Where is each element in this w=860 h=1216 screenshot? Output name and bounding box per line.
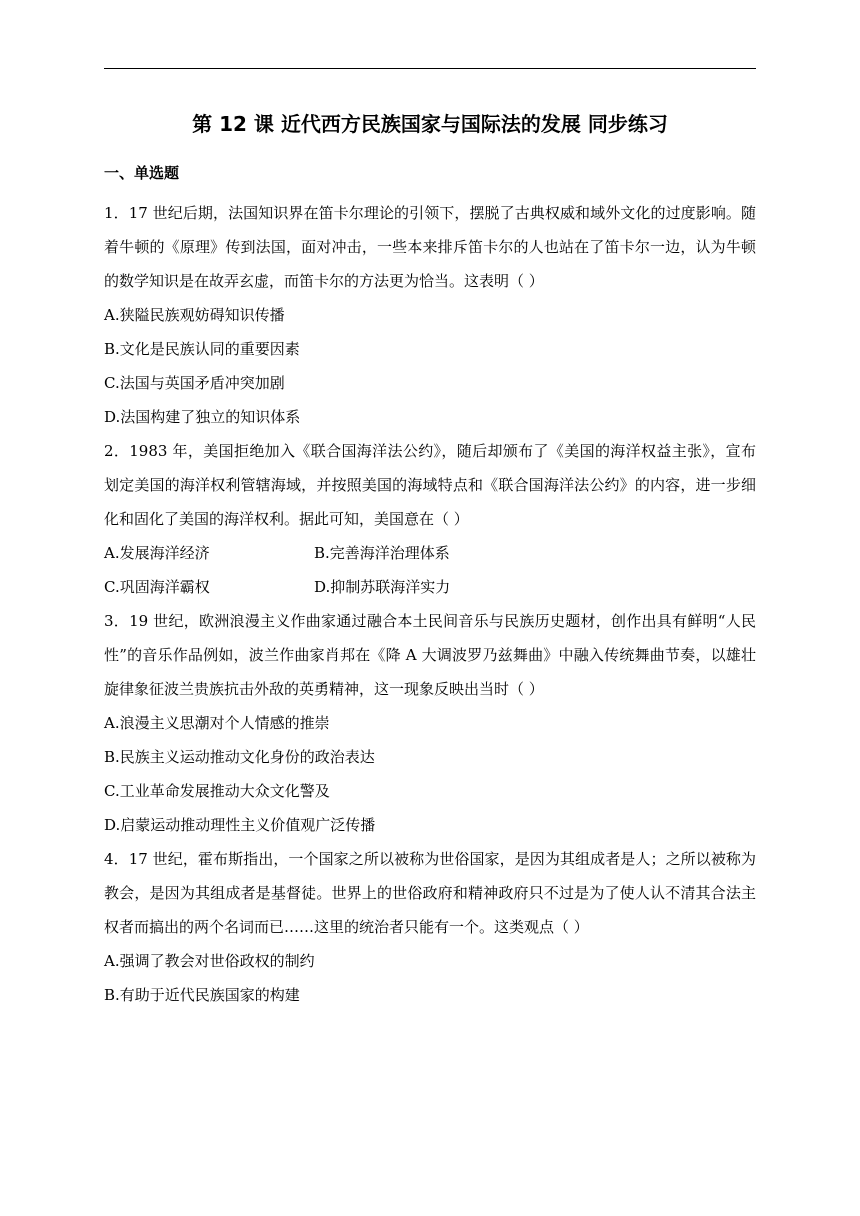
option-c: C.法国与英国矛盾冲突加剧 xyxy=(104,374,285,392)
option-row xyxy=(104,570,756,604)
question-2 xyxy=(104,434,756,604)
question-4 xyxy=(104,842,756,1012)
option-b: B.文化是民族认同的重要因素 xyxy=(104,340,300,358)
option-b: B.民族主义运动推动文化身份的政治表达 xyxy=(104,748,375,766)
question-3 xyxy=(104,604,756,842)
section-heading: 一、单选题 xyxy=(104,164,180,182)
option-a: A.浪漫主义思潮对个人情感的推崇 xyxy=(104,714,330,732)
question-stem: 4．17 世纪，霍布斯指出，一个国家之所以被称为世俗国家，是因为其组成者是人；之所以被称为教会，是因为其组成者是基督徒。世界上的世俗政府和精神政府只不过是为了使人认不清其合法主权者而搞出的两个名词而已……这里的统治者只能有一个。这类观点（ ） xyxy=(104,850,756,936)
document-page xyxy=(104,0,756,1216)
question-list xyxy=(104,196,756,1012)
option-b: B.有助于近代民族国家的构建 xyxy=(104,986,300,1004)
page-title: 第 12 课 近代西方民族国家与国际法的发展 同步练习 xyxy=(192,112,668,136)
option-b: B.完善海洋治理体系 xyxy=(314,544,450,562)
option-a: A.强调了教会对世俗政权的制约 xyxy=(104,952,315,970)
question-stem: 1．17 世纪后期，法国知识界在笛卡尔理论的引领下，摆脱了古典权威和域外文化的过度影响。随着牛顿的《原理》传到法国，面对冲击，一些本来排斥笛卡尔的人也站在了笛卡尔一边，认为牛顿的数学知识是在故弄玄虚，而笛卡尔的方法更为恰当。这表明（ ） xyxy=(104,204,756,290)
option-d: D.启蒙运动推动理性主义价值观广泛传播 xyxy=(104,816,376,834)
option-c: C.巩固海洋霸权 xyxy=(104,578,210,596)
option-c: C.工业革命发展推动大众文化警及 xyxy=(104,782,330,800)
header-rule xyxy=(104,68,756,69)
question-stem: 2．1983 年，美国拒绝加入《联合国海洋法公约》，随后却颁布了《美国的海洋权益主张》，宣布划定美国的海洋权利管辖海域，并按照美国的海域特点和《联合国海洋法公约》的内容，进一步细化和固化了美国的海洋权利。据此可知，美国意在（ ） xyxy=(104,442,756,528)
option-d: D.抑制苏联海洋实力 xyxy=(314,578,451,596)
question-1 xyxy=(104,196,756,434)
question-stem: 3．19 世纪，欧洲浪漫主义作曲家通过融合本土民间音乐与民族历史题材，创作出具有鲜明“人民性”的音乐作品例如，波兰作曲家肖邦在《降 A 大调波罗乃兹舞曲》中融入传统舞曲节奏，以雄壮旋律象征波兰贵族抗击外敌的英勇精神，这一现象反映出当时（ ） xyxy=(104,612,756,698)
option-a: A.发展海洋经济 xyxy=(104,544,210,562)
option-a: A.狭隘民族观妨碍知识传播 xyxy=(104,306,285,324)
option-row xyxy=(104,536,756,570)
option-d: D.法国构建了独立的知识体系 xyxy=(104,408,301,426)
